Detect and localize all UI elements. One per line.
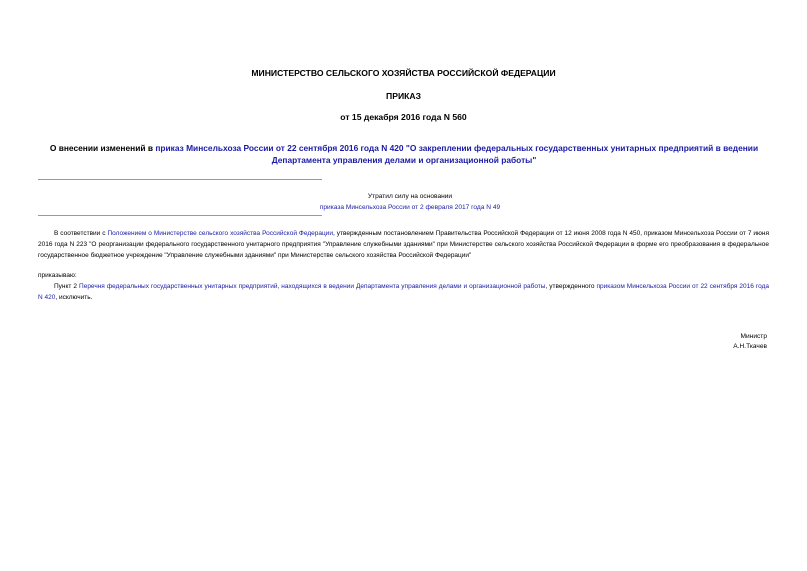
paragraph-basis [38,228,769,262]
paragraph-item [38,281,769,303]
title-order-link[interactable]: приказ Минсельхоза России от 22 сентября 2016 года N 420 "О закреплении федеральных государственных унитарных предприятий в ведении Департамента управления делами и организационной работы" [155,143,759,165]
ministry-heading: МИНИСТЕРСТВО СЕЛЬСКОГО ХОЗЯЙСТВА РОССИЙСКОЙ ФЕДЕРАЦИИ [251,68,556,78]
decree-word: приказываю: [38,272,77,279]
paragraph-item-text-3: , исключить. [55,294,93,302]
paragraph-item-text-1: Пункт 2 [54,283,80,290]
document-title [36,143,772,166]
paragraph-basis-text-1: В соответствии с [54,230,108,237]
repeal-note-text: Утратил силу на основании [367,193,453,200]
paragraph-basis-text-2: , утвержденным постановлением Правительства Российской Федерации от 12 июня 2008 года N 450, приказом Минсельхоза России от 7 июня 2016 года N 223 "О реорганизации федерального государственного унитарного предприятия "Управление служебными зданиями" при Министерстве сельского хозяйства Российской Федерации в форме его преобразования в федеральное государственное бюджетное учреждение "Управление служебными зданиями" при Министерстве сельского хозяйства Российской Федерации" [38,230,770,260]
signatory-position: Министр [740,333,767,340]
regulation-link[interactable]: Положением о Министерстве сельского хозяйства Российской Федерации [107,230,333,237]
order-420-link[interactable]: приказом Минсельхоза России от 22 сентября 2016 года N 420 [38,283,769,302]
order-heading: ПРИКАЗ [386,91,421,101]
order-date: от 15 декабря 2016 года N 560 [340,112,467,122]
divider-top [38,179,322,180]
repeal-order-link[interactable]: приказа Минсельхоза России от 2 февраля 2017 года N 49 [319,204,501,211]
paragraph-item-text-2: , утвержденного [545,283,597,290]
enterprise-list-link[interactable]: Перечня федеральных государственных унитарных предприятий, находящихся в ведении Департамента управления делами и организационной работы [79,283,546,290]
title-prefix: О внесении изменений в [49,143,156,153]
divider-bottom [38,215,322,216]
repeal-note [300,191,520,213]
signatory-name: А.Н.Ткачев [733,343,767,350]
